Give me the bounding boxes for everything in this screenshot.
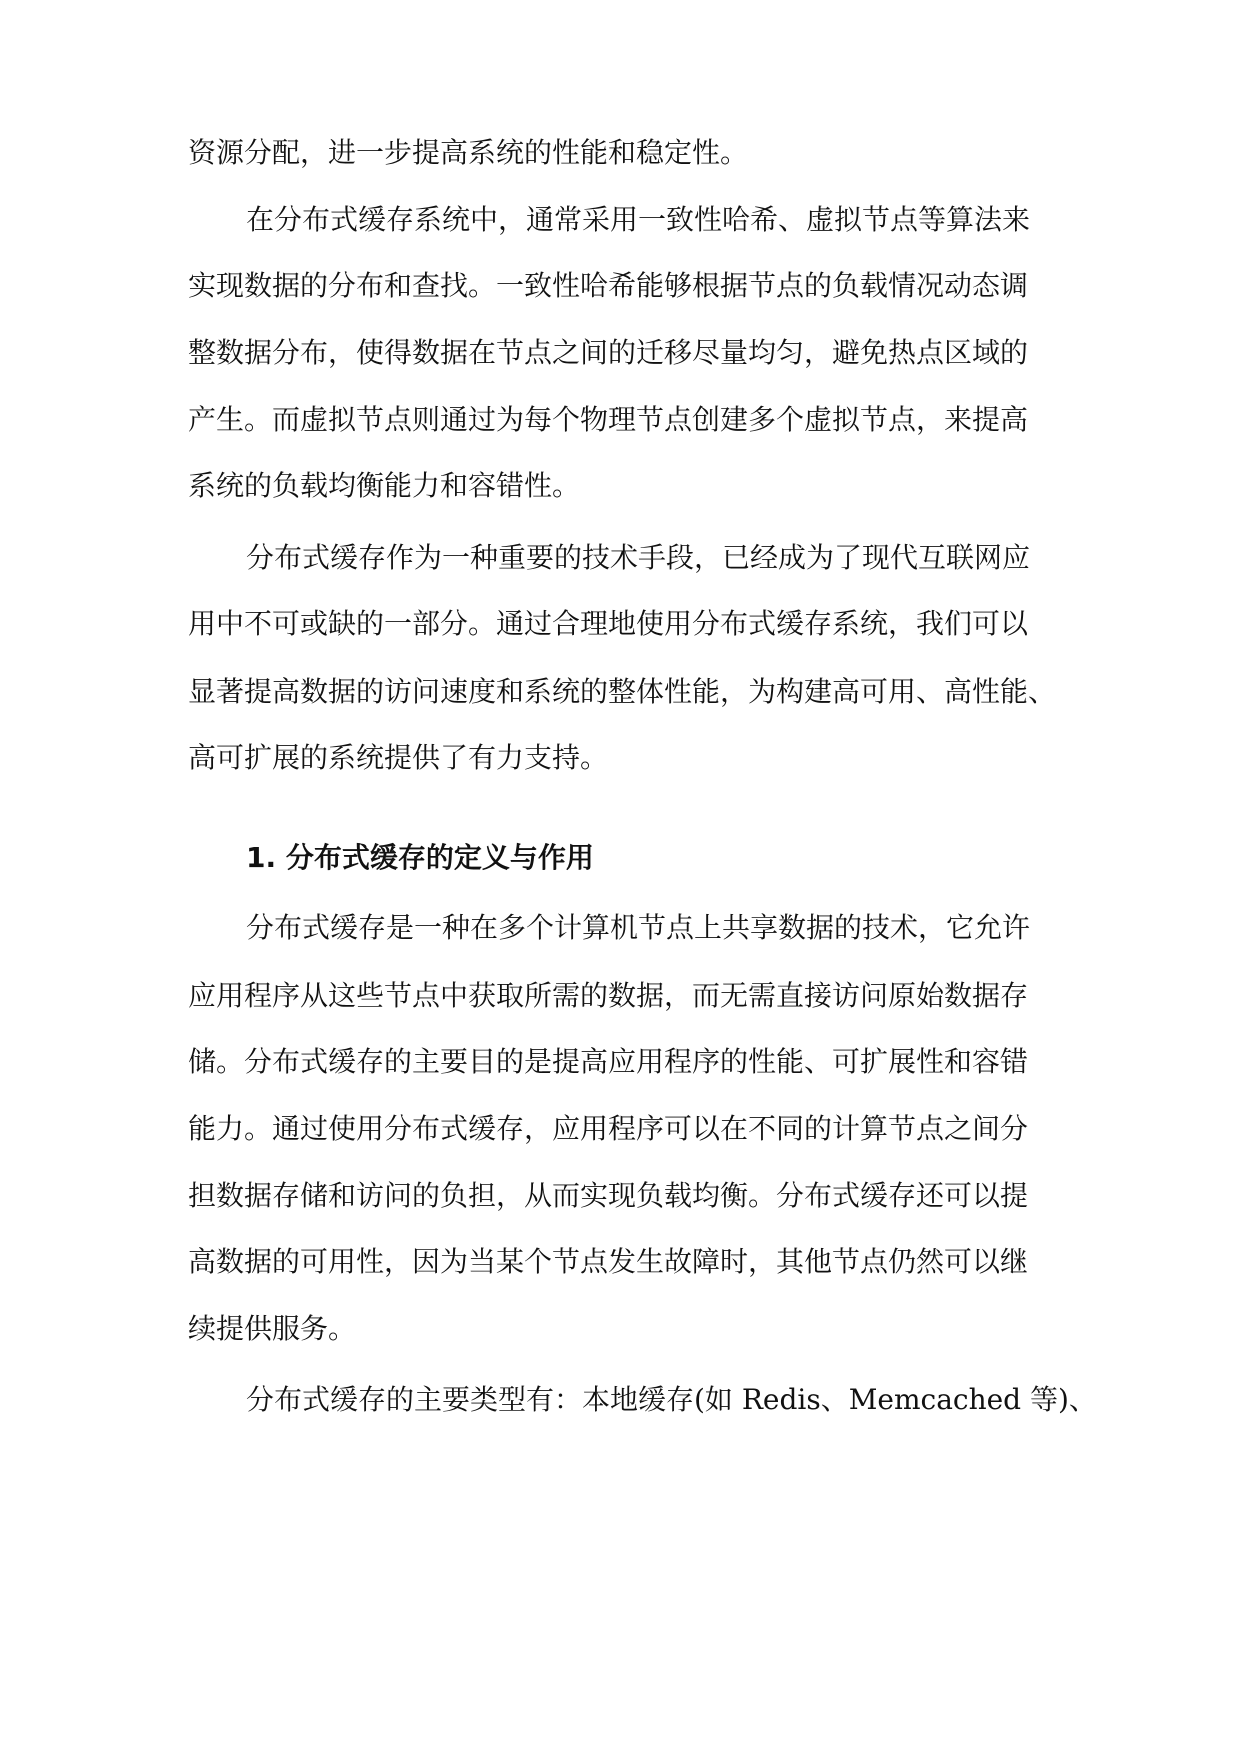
paragraph-line: 担数据存储和访问的负担，从而实现负载均衡。分布式缓存还可以提 (188, 1179, 1029, 1212)
paragraph-line: 高可扩展的系统提供了有力支持。 (188, 741, 609, 774)
paragraph-line: 实现数据的分布和查找。一致性哈希能够根据节点的负载情况动态调 (188, 269, 1029, 302)
paragraph-line: 整数据分布，使得数据在节点之间的迁移尽量均匀，避免热点区域的 (188, 336, 1029, 369)
paragraph-line: 续提供服务。 (188, 1312, 357, 1345)
paragraph-line: 能力。通过使用分布式缓存，应用程序可以在不同的计算节点之间分 (188, 1112, 1029, 1145)
paragraph-line: 系统的负载均衡能力和容错性。 (188, 469, 581, 502)
paragraph-line: 在分布式缓存系统中，通常采用一致性哈希、虚拟节点等算法来 (246, 203, 1031, 236)
paragraph-line: 资源分配，进一步提高系统的性能和稳定性。 (188, 136, 749, 169)
section-heading: 1. 分布式缓存的定义与作用 (246, 841, 594, 874)
paragraph-line: 分布式缓存的主要类型有：本地缓存(如 Redis、Memcached 等)、 (246, 1383, 1097, 1416)
paragraph-line: 高数据的可用性，因为当某个节点发生故障时，其他节点仍然可以继 (188, 1245, 1029, 1278)
paragraph-line: 用中不可或缺的一部分。通过合理地使用分布式缓存系统，我们可以 (188, 607, 1029, 640)
paragraph-line: 储。分布式缓存的主要目的是提高应用程序的性能、可扩展性和容错 (188, 1045, 1029, 1078)
paragraph-line: 分布式缓存是一种在多个计算机节点上共享数据的技术，它允许 (246, 911, 1031, 944)
paragraph-line: 产生。而虚拟节点则通过为每个物理节点创建多个虚拟节点，来提高 (188, 403, 1029, 436)
paragraph-line: 显著提高数据的访问速度和系统的整体性能，为构建高可用、高性能、 (188, 675, 1057, 708)
paragraph-line: 分布式缓存作为一种重要的技术手段，已经成为了现代互联网应 (246, 541, 1031, 574)
paragraph-line: 应用程序从这些节点中获取所需的数据，而无需直接访问原始数据存 (188, 979, 1029, 1012)
